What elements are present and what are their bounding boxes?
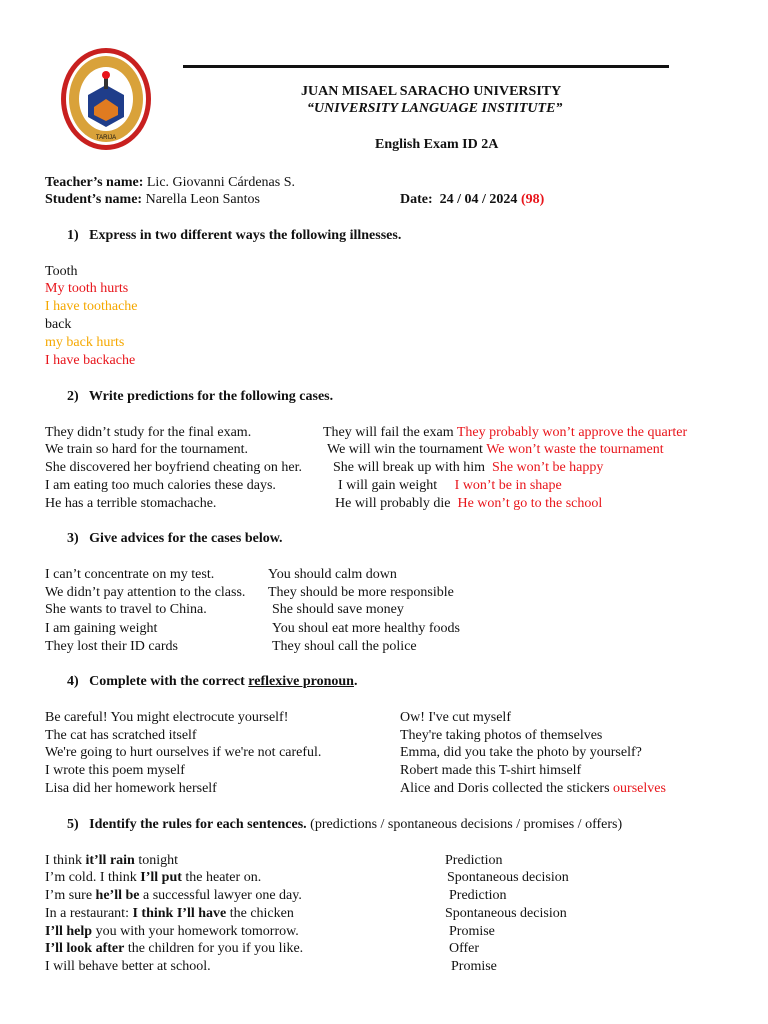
q1-line: back xyxy=(45,317,72,332)
q5-pre: In a restaurant: xyxy=(45,906,133,921)
date-value: 24 / 04 / 2024 xyxy=(439,192,518,207)
q5-title xyxy=(67,816,622,834)
q2-case: He has a terrible stomachache. xyxy=(45,496,217,511)
q4-right-item xyxy=(400,780,666,798)
q2-answer xyxy=(338,477,562,495)
q5-post: you with your homework tomorrow. xyxy=(92,924,299,939)
q2-correction: They probably won’t approve the quarter xyxy=(456,425,688,440)
q1-title: 1) Express in two different ways the following illnesses. xyxy=(67,228,402,243)
q3-title: 3) Give advices for the cases below. xyxy=(67,531,283,546)
q4-title-prefix: 4) Complete with the correct xyxy=(67,674,249,689)
score: (98) xyxy=(520,192,545,207)
q3-answer: They shoul call the police xyxy=(272,639,417,654)
q3-answer: They should be more responsible xyxy=(268,585,454,600)
q2-case: They didn’t study for the final exam. xyxy=(45,425,252,440)
q5-post: the heater on. xyxy=(181,870,262,885)
seal-text: TARIJA xyxy=(95,135,117,141)
q2-correction: He won’t go to the school xyxy=(457,496,603,511)
q5-bold: he’ll be xyxy=(95,888,140,903)
q4-left-item: I wrote this poem myself xyxy=(45,763,185,778)
q3-case: They lost their ID cards xyxy=(45,639,178,654)
date-line xyxy=(400,191,544,209)
q3-case: We didn’t pay attention to the class. xyxy=(45,585,246,600)
q2-title: 2) Write predictions for the following cases. xyxy=(67,389,334,404)
q1-line: I have backache xyxy=(45,353,136,368)
q5-sentence xyxy=(45,923,299,941)
q3-answer: She should save money xyxy=(272,602,404,617)
q5-pre: I think xyxy=(45,853,86,868)
q4-right-item: Emma, did you take the photo by yourself? xyxy=(400,745,642,760)
q2-correction: We won’t waste the tournament xyxy=(486,442,664,457)
university-name: JUAN MISAEL SARACHO UNIVERSITY xyxy=(301,84,562,99)
q4-title-suffix: . xyxy=(353,674,358,689)
q2-answer xyxy=(323,424,687,442)
q2-answer-text: They will fail the exam xyxy=(323,425,454,440)
q2-answer-text: He will probably die xyxy=(335,496,451,511)
q5-bold: I’ll look after xyxy=(45,941,125,956)
q5-post: the children for you if you like. xyxy=(124,941,304,956)
q5-rule: Prediction xyxy=(449,888,507,903)
q1-line: My tooth hurts xyxy=(45,281,129,296)
q2-answer-text: I will gain weight xyxy=(338,478,438,493)
q2-answer xyxy=(335,495,602,513)
q5-rule: Spontaneous decision xyxy=(445,906,567,921)
q4-correction: ourselves xyxy=(613,781,666,796)
institute-name: “UNIVERSITY LANGUAGE INSTITUTE” xyxy=(307,101,563,116)
q2-answer xyxy=(327,441,664,459)
q5-pre: I’m sure xyxy=(45,888,96,903)
q4-left-item: The cat has scratched itself xyxy=(45,728,197,743)
q2-answer-text: She will break up with him xyxy=(333,460,486,475)
q3-case: She wants to travel to China. xyxy=(45,602,207,617)
q5-rule: Offer xyxy=(449,941,480,956)
q4-left-item: We're going to hurt ourselves if we're not careful. xyxy=(45,745,322,760)
student-label: Student’s name: xyxy=(45,192,143,207)
q3-answer: You shoul eat more healthy foods xyxy=(272,621,460,636)
q4-right-item: They're taking photos of themselves xyxy=(400,728,603,743)
q5-sentence xyxy=(45,905,294,923)
q2-case: I am eating too much calories these days. xyxy=(45,478,276,493)
q5-bold: I’ll put xyxy=(140,870,182,885)
q2-correction: She won’t be happy xyxy=(492,460,604,475)
q2-case: She discovered her boyfriend cheating on her. xyxy=(45,460,302,475)
q5-post: the chicken xyxy=(226,906,294,921)
q5-post: a successful lawyer one day. xyxy=(139,888,302,903)
q4-left-item: Lisa did her homework herself xyxy=(45,781,217,796)
q1-line: Tooth xyxy=(45,264,78,279)
date-label: Date: xyxy=(400,192,433,207)
teacher-label: Teacher’s name: xyxy=(45,175,144,190)
teacher-value: Lic. Giovanni Cárdenas S. xyxy=(146,175,296,190)
q1-line: my back hurts xyxy=(45,335,125,350)
q2-case: We train so hard for the tournament. xyxy=(45,442,248,457)
q2-answer-text: We will win the tournament xyxy=(327,442,483,457)
q4-title-underlined: reflexive pronoun xyxy=(248,674,354,689)
q5-pre: I will behave better at school. xyxy=(45,959,211,974)
student-line xyxy=(45,191,260,209)
q2-correction: I won’t be in shape xyxy=(454,478,562,493)
q5-sentence xyxy=(45,887,302,905)
exam-title: English Exam ID 2A xyxy=(375,137,499,152)
q4-right-item: Ow! I've cut myself xyxy=(400,710,511,725)
q5-rule: Prediction xyxy=(445,853,503,868)
header-rule xyxy=(183,65,669,68)
q5-sentence xyxy=(45,852,178,870)
q5-sentence xyxy=(45,958,211,976)
q4-right-item: Robert made this T-shirt himself xyxy=(400,763,582,778)
university-seal-logo xyxy=(60,47,152,151)
q5-bold: I’ll help xyxy=(45,924,93,939)
q5-title-bold: 5) Identify the rules for each sentences. xyxy=(67,817,307,832)
q5-sentence xyxy=(45,940,303,958)
q5-rule: Promise xyxy=(451,959,497,974)
q2-answer xyxy=(333,459,603,477)
q5-sentence xyxy=(45,869,261,887)
q5-bold: it’ll rain xyxy=(85,853,135,868)
q3-case: I am gaining weight xyxy=(45,621,158,636)
q4-right-text: Alice and Doris collected the stickers xyxy=(400,781,610,796)
q4-title xyxy=(67,673,357,691)
q3-answer: You should calm down xyxy=(268,567,397,582)
q5-rule: Promise xyxy=(449,924,495,939)
q5-bold: I think I’ll have xyxy=(132,906,227,921)
student-value: Narella Leon Santos xyxy=(145,192,260,207)
q5-pre: I’m cold. I think xyxy=(45,870,141,885)
teacher-line xyxy=(45,174,295,192)
q5-title-normal: (predictions / spontaneous decisions / promises / offers) xyxy=(306,817,623,832)
q5-rule: Spontaneous decision xyxy=(447,870,569,885)
q1-line: I have toothache xyxy=(45,299,138,314)
q4-left-item: Be careful! You might electrocute yourself! xyxy=(45,710,289,725)
q5-post: tonight xyxy=(134,853,179,868)
q3-case: I can’t concentrate on my test. xyxy=(45,567,215,582)
